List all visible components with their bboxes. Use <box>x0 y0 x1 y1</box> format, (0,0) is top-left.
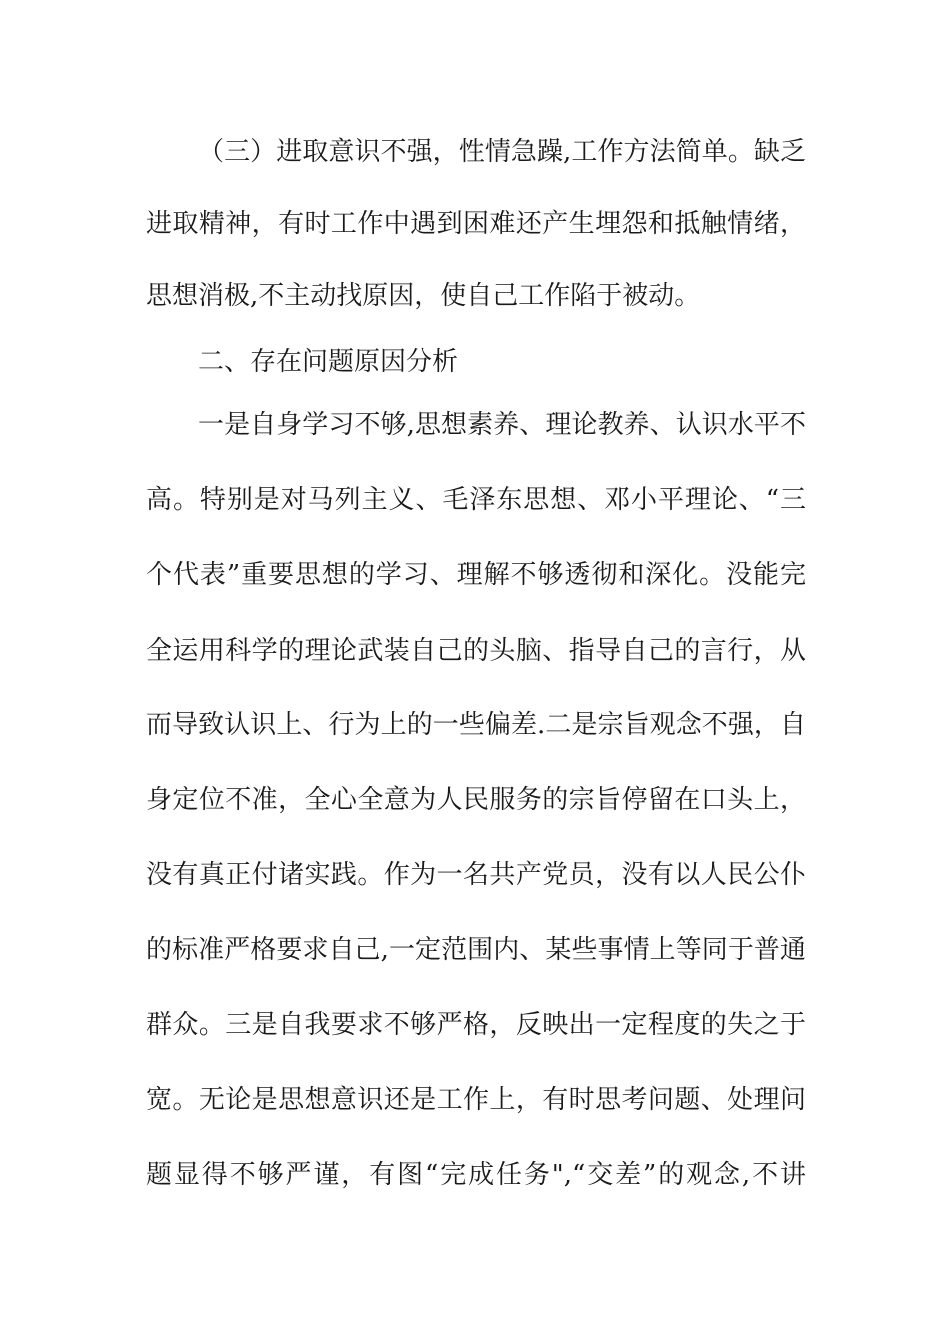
paragraph-line: 进取精神，有时工作中遇到困难还产生埋怨和抵触情绪， <box>146 209 806 239</box>
paragraph-line: 高。特别是对马列主义、毛泽东思想、邓小平理论、“三 <box>146 485 806 515</box>
section-heading: 二、存在问题原因分析 <box>198 347 459 377</box>
paragraph-line: （三）进取意识不强，性情急躁,工作方法简单。缺乏 <box>198 137 806 167</box>
paragraph-line: 个代表”重要思想的学习、理解不够透彻和深化。没能完 <box>146 560 806 590</box>
paragraph-line: 一是自身学习不够,思想素养、理论教养、认识水平不 <box>198 410 806 440</box>
paragraph-line: 思想消极,不主动找原因，使自己工作陷于被动。 <box>146 281 701 311</box>
paragraph-line: 没有真正付诸实践。作为一名共产党员，没有以人民公仆 <box>146 860 806 890</box>
paragraph-line: 而导致认识上、行为上的一些偏差.二是宗旨观念不强，自 <box>146 710 806 740</box>
paragraph-line: 的标准严格要求自己,一定范围内、某些事情上等同于普通 <box>146 935 806 965</box>
paragraph-line: 全运用科学的理论武装自己的头脑、指导自己的言行，从 <box>146 636 806 666</box>
paragraph-line: 群众。三是自我要求不够严格，反映出一定程度的失之于 <box>146 1010 806 1040</box>
paragraph-line: 宽。无论是思想意识还是工作上，有时思考问题、处理问 <box>146 1085 806 1115</box>
paragraph-line: 身定位不准，全心全意为人民服务的宗旨停留在口头上， <box>146 785 806 815</box>
paragraph-line: 题显得不够严谨，有图“完成任务",“交差”的观念,不讲 <box>146 1160 806 1190</box>
